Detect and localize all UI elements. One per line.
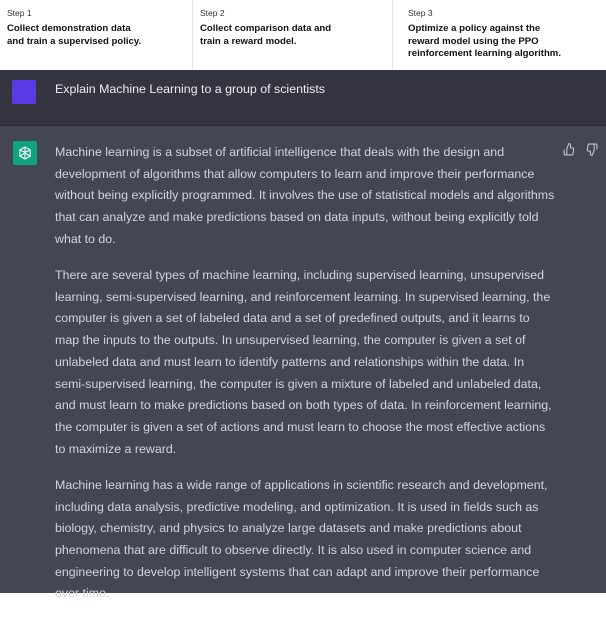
- step-2: [193, 0, 393, 70]
- chat-area: [0, 70, 606, 601]
- step-3-number: Step 3: [408, 8, 433, 18]
- user-message: Explain Machine Learning to a group of scientists: [55, 82, 325, 96]
- thumbs-down-icon[interactable]: [584, 142, 598, 156]
- answer-paragraph-3: Machine learning has a wide range of applications in scientific research and development, including data analysis, predictive modeling, and optimization. It is used in fields such as biology, chemistry, and physics to analyze large datasets and make predictions about phenomena that are difficult to observe directly. It is also used in computer science and engineering to develop intelligent systems that can adapt and improve their performance over time.: [55, 477, 548, 601]
- step-2-number: Step 2: [200, 8, 225, 18]
- assistant-message-row: [0, 126, 606, 601]
- thumbs-up-icon[interactable]: [562, 142, 576, 156]
- step-1-number: Step 1: [7, 8, 32, 18]
- user-message-row: [0, 70, 606, 126]
- steps-header: [0, 0, 606, 70]
- assistant-answer: [55, 142, 555, 620]
- step-1-description: Collect demonstration data and train a supervised policy.: [7, 23, 142, 47]
- openai-logo-icon: [13, 141, 37, 165]
- user-avatar: [12, 80, 36, 104]
- step-1: [0, 0, 193, 70]
- answer-paragraph-2: There are several types of machine learning, including supervised learning, unsupervised learning, semi-supervised learning, and reinforcement learning. In supervised learning, the computer is given a set of labeled data and a set of predefined outputs, and it learns to map the inputs to the outputs. In unsupervised learning, the computer is given a set of unlabeled data and must learn to identify patterns and relationships within the data. In semi-supervised learning, the computer is given a mixture of labeled and unlabeled data, and must learn to make predictions based on both types of data. In reinforcement learning, the computer is given a set of actions and must learn to choose the most effective actions to maximize a reward.: [55, 268, 552, 456]
- step-2-description: Collect comparison data and train a reward model.: [200, 23, 332, 47]
- answer-paragraph-1: Machine learning is a subset of artificial intelligence that deals with the design and development of algorithms that allow computers to learn and improve their performance without being explicitly programmed. It involves the use of statistical models and algorithms that can analyze and make predictions based on data inputs, without being explicitly told what to do.: [55, 145, 555, 246]
- step-3-description: Optimize a policy against the reward model using the PPO reinforcement learning algorithm.: [408, 23, 561, 59]
- feedback-buttons: [562, 142, 598, 156]
- step-3: [393, 0, 606, 70]
